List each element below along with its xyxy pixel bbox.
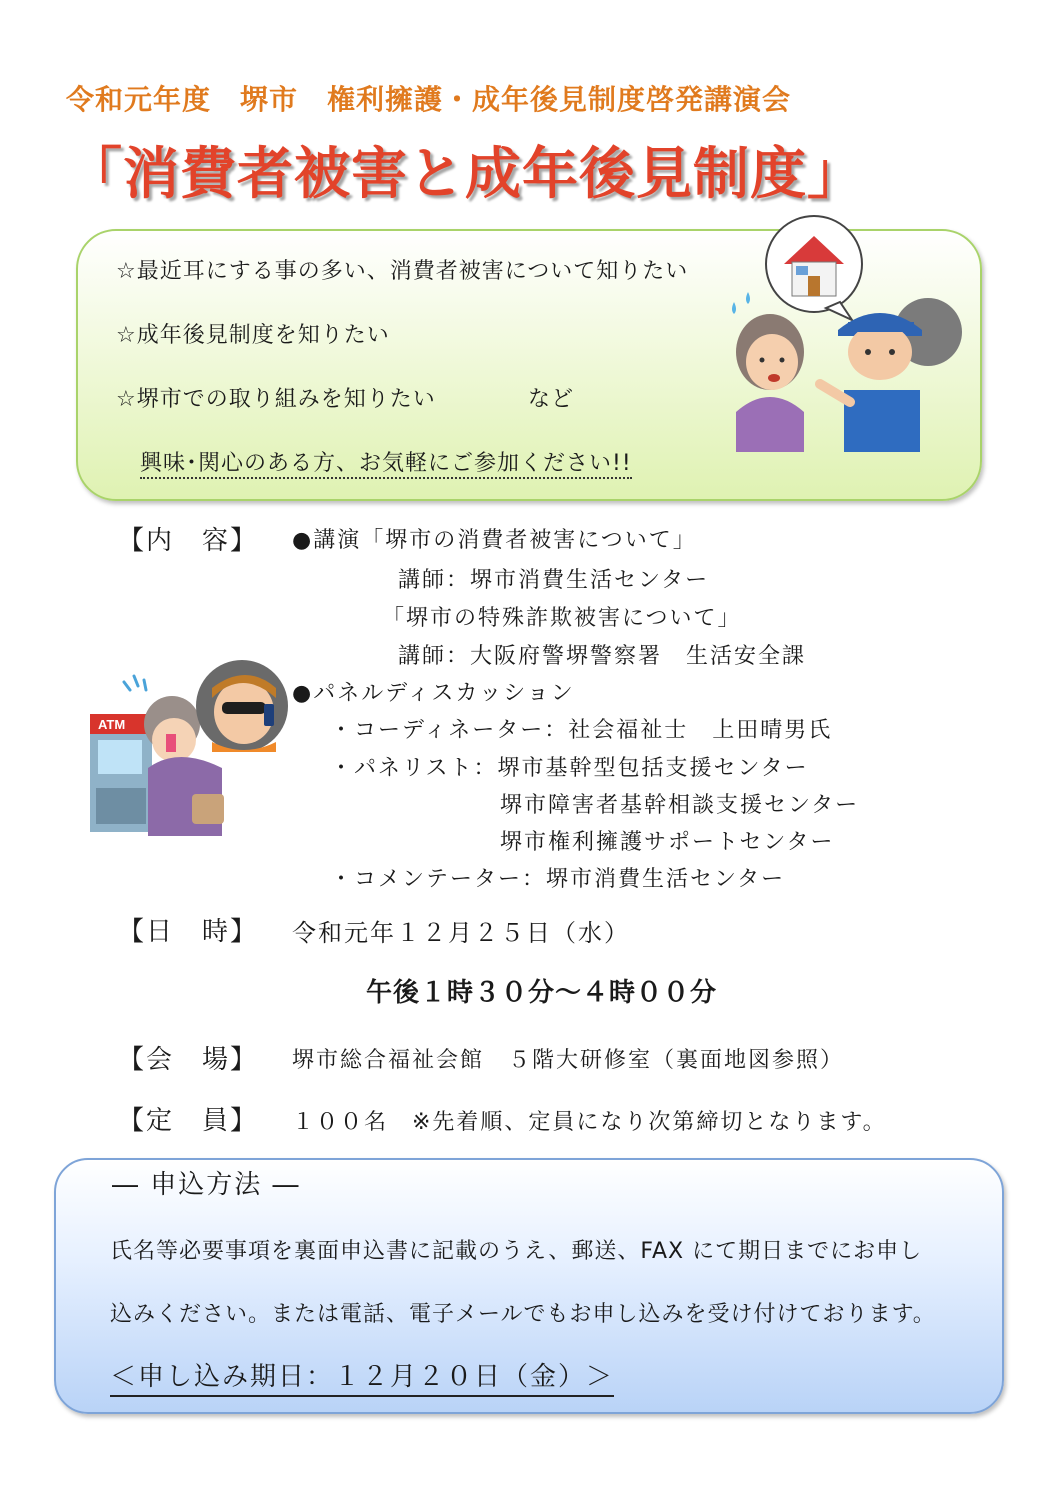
invite-text: 興味･関心のある方、お気軽にご参加ください!! (140, 446, 632, 479)
content-line: 「堺市の特殊詐欺被害について」 (382, 606, 742, 631)
atm-scam-illustration (88, 658, 292, 836)
content-line: ●講演「堺市の消費者被害について」 (292, 528, 697, 553)
content-line: 堺市障害者基幹相談支援センター (500, 793, 860, 818)
intro-bullet: ☆最近耳にする事の多い、消費者被害について知りたい (116, 259, 689, 284)
event-subtitle: 令和元年度 堺市 権利擁護・成年後見制度啓発講演会 (66, 83, 792, 116)
venue-value: 堺市総合福祉会館 ５階大研修室（裏面地図参照） (292, 1048, 845, 1073)
capacity-label: 【定 員】 (118, 1106, 259, 1136)
content-line: ・コーディネーター：社会福祉士 上田晴男氏 (330, 718, 833, 743)
apply-title: ― 申込方法 ― (112, 1170, 301, 1200)
event-title: 「消費者被害と成年後見制度」 (66, 142, 864, 207)
datetime-label: 【日 時】 (118, 917, 259, 947)
event-time: 午後１時３０分～４時００分 (366, 978, 718, 1008)
event-date: 令和元年１２月２５日（水） (292, 919, 630, 947)
content-line: 講師：大阪府警堺警察署 生活安全課 (398, 644, 807, 669)
content-line: ●パネルディスカッション (292, 681, 575, 706)
content-line: ・パネリスト：堺市基幹型包括支援センター (330, 756, 809, 781)
content-line: ・コメンテーター：堺市消費生活センター (330, 867, 786, 892)
content-label: 【内 容】 (118, 526, 259, 556)
content-line: 講師：堺市消費生活センター (398, 568, 710, 593)
consumer-fraud-illustration (722, 212, 982, 462)
intro-etc: など (528, 387, 575, 412)
atm-sign: ATM (98, 717, 126, 732)
apply-text: 氏名等必要事項を裏面申込書に記載のうえ、郵送、FAX にて期日までにお申し (110, 1239, 923, 1264)
intro-bullet: ☆成年後見制度を知りたい (116, 323, 390, 348)
venue-label: 【会 場】 (118, 1045, 259, 1075)
apply-deadline: ＜申し込み期日：１２月２０日（金）＞ (110, 1356, 614, 1397)
intro-bullet: ☆堺市での取り組みを知りたい (116, 387, 436, 412)
capacity-value: １００名 ※先着順、定員になり次第締切となります。 (292, 1110, 887, 1135)
content-line: 堺市権利擁護サポートセンター (500, 830, 835, 855)
apply-text: 込みください。または電話、電子メールでもお申し込みを受け付けております。 (110, 1302, 936, 1327)
